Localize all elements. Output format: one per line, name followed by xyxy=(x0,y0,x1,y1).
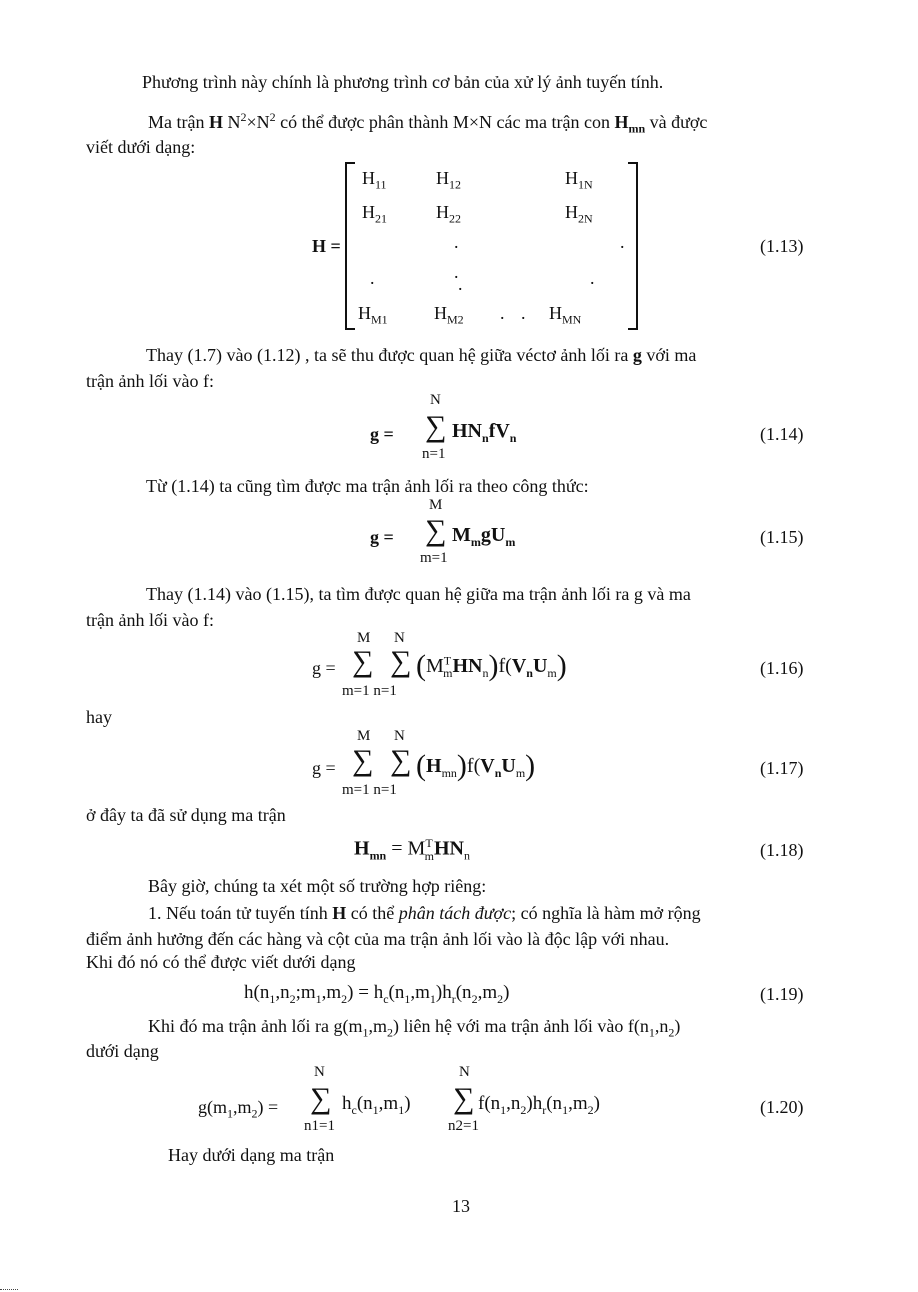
paragraph-substitution-2-line2: trận ảnh lối vào f: xyxy=(86,610,214,630)
equation-number: (1.13) xyxy=(760,236,804,256)
sum-symbol: ∑ xyxy=(453,1082,475,1115)
matrix-dot: . xyxy=(454,232,459,252)
matrix-dots: . . xyxy=(500,303,532,323)
paragraph-separable: 1. Nếu toán tử tuyến tính H có thể phân tách được; có nghĩa là hàm mở rộng xyxy=(148,903,701,923)
sum-upper-limit: M xyxy=(357,630,371,646)
equation-number: (1.14) xyxy=(760,424,804,444)
sum-symbol: ∑ xyxy=(390,744,412,777)
sum-upper-limit: N xyxy=(459,1064,470,1080)
paragraph-matrix-partition-line2: viết dưới dạng: xyxy=(86,137,196,157)
matrix-dot: . xyxy=(454,262,459,282)
matrix-cell-h22: $H_{22}$ xyxy=(436,202,461,226)
eq15-lhs: g = xyxy=(370,527,394,547)
eq20-term2: $f(n_1,n_2)h_r(n_1,m_2)$ xyxy=(478,1093,600,1117)
equation-number: (1.20) xyxy=(760,1097,804,1117)
matrix-cell-hmn: $H_{MN}$ xyxy=(549,303,582,327)
eq16-body: $(M^T_mHN_n)f(V_nU_m)$ xyxy=(416,649,567,682)
matrix-dot: . xyxy=(590,268,595,288)
eq14-lhs: g = xyxy=(370,424,394,444)
sum-lower-limit: n2=1 xyxy=(448,1118,479,1134)
sum-symbol: ∑ xyxy=(425,514,447,547)
paragraph-output-relation: Khi đó ma trận ảnh lối ra $g(m_1,m_2)$ liên hệ với ma trận ảnh lối vào $f(n_1,n_2)$ xyxy=(148,1016,681,1040)
matrix-dot: . xyxy=(370,268,375,288)
sum-lower-limit: n=1 xyxy=(422,446,446,462)
paragraph-matrix-form: Hay dưới dạng ma trận xyxy=(168,1145,335,1165)
sum-symbol: ∑ xyxy=(352,744,374,777)
equation-number: (1.18) xyxy=(760,840,804,860)
sum-upper-limit: N xyxy=(430,392,441,408)
equation-number: (1.17) xyxy=(760,758,804,778)
sum-lower-limit: m=1 n=1 xyxy=(342,782,397,798)
matrix-dot: . xyxy=(620,232,625,252)
matrix-cell-h2n: $H_{2N}$ xyxy=(565,202,593,226)
sum-upper-limit: N xyxy=(394,728,405,744)
scan-mark xyxy=(0,1289,18,1290)
matrix-cell-h11: $H_{11}$ xyxy=(362,168,387,192)
eq14-body: $HN_nfV_n$ xyxy=(452,420,517,445)
eq20-lhs: $g(m_1,m_2)$ = xyxy=(198,1097,279,1121)
sum-upper-limit: M xyxy=(429,497,443,513)
eq17-body: $(H_{mn})f(V_nU_m)$ xyxy=(416,749,536,782)
sum-symbol: ∑ xyxy=(390,645,412,678)
paragraph-matrix-partition: Ma trận H $N^2\times N^2$ có thể được phân thành M×N các ma trận con $H_{mn}$ và được xyxy=(148,110,708,136)
matrix-cell-h1n: $H_{1N}$ xyxy=(565,168,593,192)
word-hay: hay xyxy=(86,707,112,727)
page-number: 13 xyxy=(452,1196,470,1216)
paragraph-special-cases: Bây giờ, chúng ta xét một số trường hợp riêng: xyxy=(148,876,487,896)
matrix-left-bracket xyxy=(345,162,355,330)
equation-number: (1.19) xyxy=(760,984,804,1004)
eq18-body: $H_{mn} = M^T_mHN_n$ xyxy=(354,836,470,863)
sum-symbol: ∑ xyxy=(352,645,374,678)
paragraph-substitution-1: Thay (1.7) vào (1.12) , ta sẽ thu được quan hệ giữa véctơ ảnh lối ra g với ma xyxy=(146,345,697,365)
paragraph-separable-line2: điểm ảnh hưởng đến các hàng và cột của ma trận ảnh lối vào là độc lập với nhau. xyxy=(86,929,670,949)
sum-upper-limit: M xyxy=(357,728,371,744)
equation-number: (1.15) xyxy=(760,527,804,547)
paragraph-using-matrix: ở đây ta đã sử dụng ma trận xyxy=(86,805,286,825)
sum-lower-limit: m=1 n=1 xyxy=(342,683,397,699)
matrix-right-bracket xyxy=(628,162,638,330)
eq20-term1: $h_c(n_1,m_1)$ xyxy=(342,1093,411,1117)
paragraph-intro: Phương trình này chính là phương trình cơ bản của xử lý ảnh tuyến tính. xyxy=(142,72,664,92)
paragraph-separable-line3: Khi đó nó có thể được viết dưới dạng xyxy=(86,952,356,972)
equation-number: (1.16) xyxy=(760,658,804,678)
eq17-lhs: g = xyxy=(312,758,336,778)
eq15-body: $M_mgU_m$ xyxy=(452,524,516,549)
sum-lower-limit: m=1 xyxy=(420,550,448,566)
sum-upper-limit: N xyxy=(394,630,405,646)
sum-upper-limit: N xyxy=(314,1064,325,1080)
matrix-dot: . xyxy=(458,274,463,294)
paragraph-substitution-2: Thay (1.14) vào (1.15), ta tìm được quan hệ giữa ma trận ảnh lối ra g và ma xyxy=(146,584,691,604)
sum-lower-limit: n1=1 xyxy=(304,1118,335,1134)
paragraph-output-relation-line2: dưới dạng xyxy=(86,1041,159,1061)
eq19-body: $h(n_1,n_2;m_1,m_2) = h_c(n_1,m_1)h_r(n_2,m_2)$ xyxy=(244,982,510,1006)
paragraph-substitution-1-line2: trận ảnh lối vào f: xyxy=(86,371,214,391)
eq13-lhs: H = xyxy=(312,236,341,256)
matrix-cell-hm1: $H_{M1}$ xyxy=(358,303,388,327)
sum-symbol: ∑ xyxy=(425,410,447,443)
matrix-cell-h21: $H_{21}$ xyxy=(362,202,387,226)
eq16-lhs: g = xyxy=(312,658,336,678)
sum-symbol: ∑ xyxy=(310,1082,332,1115)
paragraph-output-formula: Từ (1.14) ta cũng tìm được ma trận ảnh lối ra theo công thức: xyxy=(146,476,589,496)
matrix-cell-hm2: $H_{M2}$ xyxy=(434,303,464,327)
matrix-cell-h12: $H_{12}$ xyxy=(436,168,461,192)
